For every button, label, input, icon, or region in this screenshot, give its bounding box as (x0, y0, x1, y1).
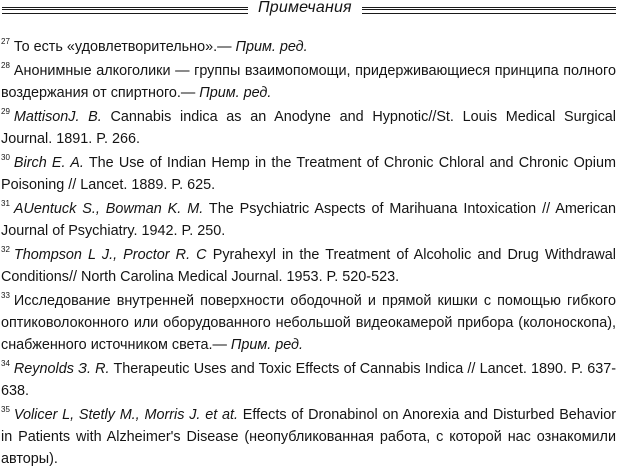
footnote-text: The Use of Indian Hemp in the Treatment of Chronic Chloral and Chronic Opium Poisoning // Lancet. 1889. P. 625. (1, 155, 616, 193)
footnote-author: Volicer L, Stetly M., Morris J. et at. (13, 407, 238, 423)
footnote-text: Cannabis indica as an Anodyne and Hypnotic//St. Louis Medical Surgical Journal. 1891. P. 266. (1, 109, 616, 147)
footnote-text: Effects of Dronabinol on Anorexia and Disturbed Behavior in Patients with Alzheimer's Disease (неопубликованная работа, с которой нас ознакомили авторы). (1, 407, 616, 467)
header-rule-left-thin (2, 13, 248, 14)
footnote-text: Исследование внутренней поверхности ободочной и прямой кишки с помощью гибкого оптиковолоконного или оборудованного небольшой видеокамерой прибора (колоноскопа), снабженного источником света.— (1, 293, 616, 353)
footnote-33 (1, 290, 616, 356)
editor-remark: Прим. ред. (235, 39, 308, 55)
footnote-30 (1, 152, 616, 196)
footnote-29 (1, 106, 616, 150)
footnote-number: 28 (1, 61, 10, 70)
footnote-author: Birch E. A. (13, 155, 84, 171)
footnote-31 (1, 198, 616, 242)
header-rule-left (2, 7, 248, 10)
footnote-text: То есть «удовлетворительно».— (13, 39, 232, 55)
footnote-number: 29 (1, 107, 10, 116)
footnote-text: Therapeutic Uses and Toxic Effects of Cannabis Indica // Lancet. 1890. P. 637-638. (1, 361, 616, 399)
footnote-number: 27 (1, 37, 10, 46)
footnote-number: 31 (1, 199, 10, 208)
footnote-author: Reynolds З. R. (13, 361, 110, 377)
footnote-28 (1, 60, 616, 104)
header-rule-right (362, 7, 616, 10)
editor-remark: Прим. ред. (199, 85, 272, 101)
editor-remark: Прим. ред. (230, 337, 303, 353)
footnote-27 (1, 36, 616, 58)
footnote-number: 33 (1, 291, 10, 300)
header-rule-right-thin (362, 13, 616, 14)
footnote-number: 30 (1, 153, 10, 162)
footnote-text: Анонимные алкоголики — группы взаимопомощи, придерживающиеся принципа полного воздержания от спиртного.— (1, 63, 616, 101)
footnote-32 (1, 244, 616, 288)
page-header (0, 0, 620, 22)
footnotes-list (1, 36, 616, 472)
footnote-number: 35 (1, 405, 10, 414)
footnote-text: The Psychiatric Aspects of Marihuana Intoxication // American Journal of Psychiatry. 1942. P. 250. (1, 201, 616, 239)
footnote-text: Pyrahexyl in the Treatment of Alcoholic and Drug Withdrawal Conditions// North Carolina Medical Journal. 1953. P. 520-523. (1, 247, 616, 285)
footnote-number: 32 (1, 245, 10, 254)
footnote-35 (1, 404, 616, 470)
footnote-number: 34 (1, 359, 10, 368)
footnote-author: MattisonJ. B. (13, 109, 102, 125)
footnote-author: AUentuck S., Bowman K. M. (13, 201, 204, 217)
page-title: Примечания (258, 0, 352, 16)
footnote-author: Thompson L J., Proctor R. C (13, 247, 207, 263)
footnote-34 (1, 358, 616, 402)
